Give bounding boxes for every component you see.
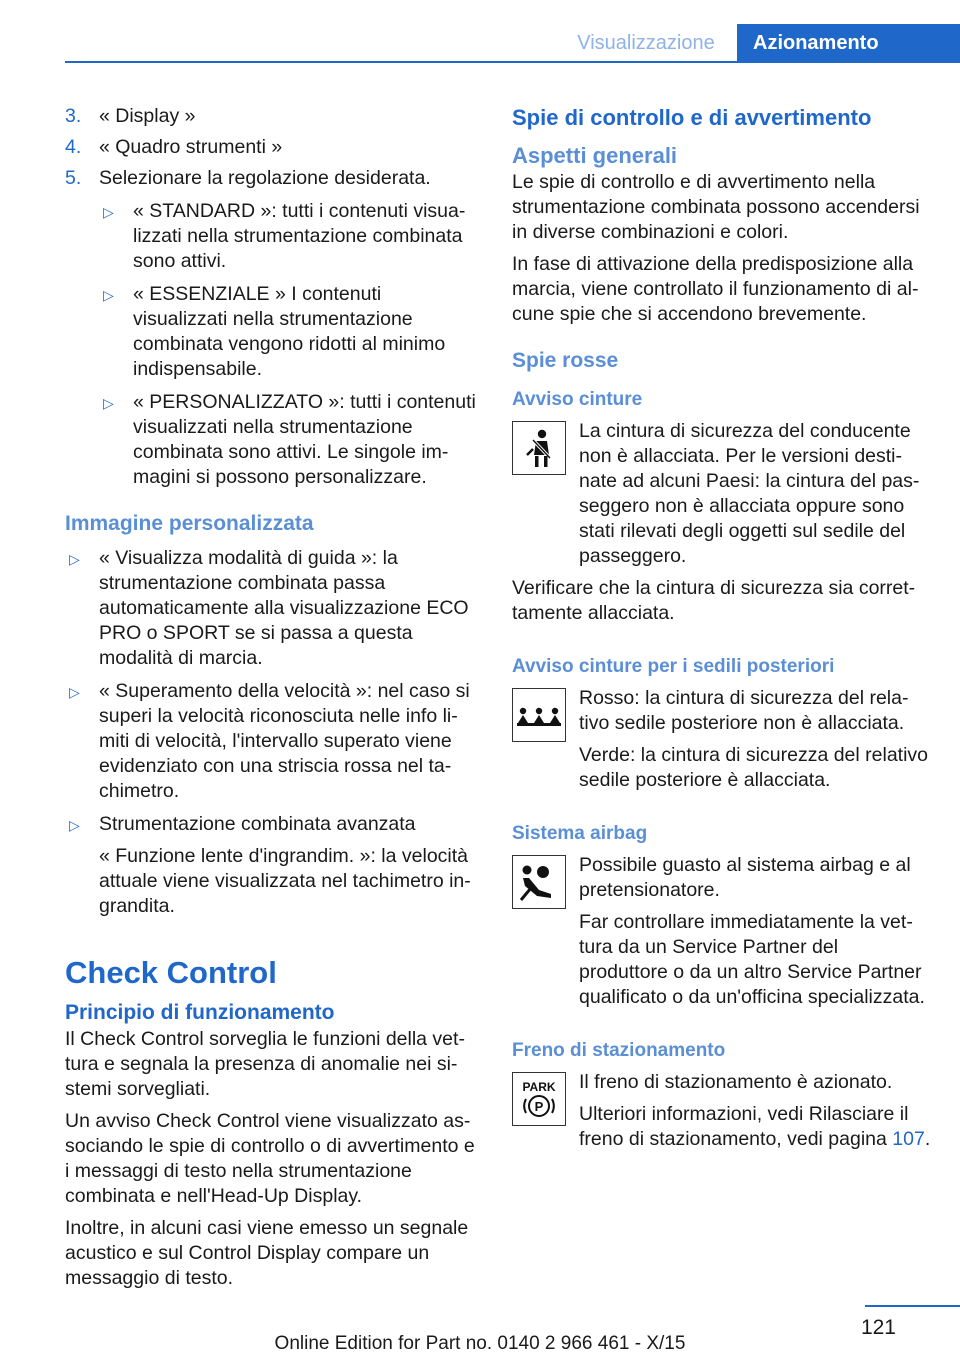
- parking-brake-icon: [512, 1072, 566, 1126]
- list-item: [65, 679, 480, 804]
- item-detail: « Funzione lente d'ingrandim. »: la velocità attuale viene visualizzata nel tachimetro ingrandita.: [99, 845, 471, 917]
- parking-text: Il freno di stazionamento è azionato.: [579, 1071, 893, 1093]
- check-control-heading: Check Control: [65, 955, 277, 990]
- airbag-heading: Sistema airbag: [512, 823, 648, 844]
- paragraph: Un avviso Check Control viene visualizzato associando le spie di controllo o di avvertimento e i messaggi di testo nella strumentazione combinata e nell'Head-Up Display.: [65, 1110, 475, 1207]
- paragraph: Il Check Control sorveglia le funzioni della vettura e segnala la presenza di anomalie nei sistemi sorvegliati.: [65, 1028, 465, 1100]
- parking-more-text: Ulteriori informazioni, vedi Rilasciare il freno di stazionamento, vedi pagina: [579, 1103, 909, 1150]
- rear-seatbelt-warning: [512, 686, 932, 793]
- seatbelt-warning: [512, 419, 932, 569]
- footer-rule: [865, 1305, 960, 1307]
- step-item: [65, 166, 480, 191]
- page-header: [0, 24, 960, 62]
- lamps-heading: Spie di controllo e di avvertimento: [512, 105, 872, 130]
- seatbelt-check: Verificare che la cintura di sicurezza sia correttamente allacciata.: [512, 577, 916, 624]
- principle-heading: Principio di funzionamento: [65, 1001, 335, 1024]
- seatbelt-warning-icon: [512, 421, 566, 475]
- section-tab-visualizzazione[interactable]: Visualizzazione: [577, 32, 715, 54]
- park-icon-label: PARK: [522, 1080, 556, 1094]
- parking-brake-warning: [512, 1070, 932, 1152]
- step-item: [65, 135, 480, 160]
- airbag-text: Possibile guasto al sistema airbag e al pretensionatore.: [579, 854, 911, 901]
- seatbelt-heading: Avviso cinture: [512, 389, 643, 410]
- step5-options: [99, 199, 480, 490]
- step-text: « Quadro strumenti »: [99, 136, 283, 158]
- item-text: Strumentazione combinata avanzata: [99, 813, 416, 835]
- page-reference-link[interactable]: 107: [892, 1128, 925, 1150]
- triangle-bullet-icon: ▷: [69, 684, 80, 700]
- triangle-bullet-icon: ▷: [103, 287, 114, 303]
- edition-note: Online Edition for Part no. 0140 2 966 461 - X/15: [274, 1333, 686, 1354]
- step-text: « Display »: [99, 105, 196, 127]
- rear-green-text: Verde: la cintura di sicurezza del relativo sedile posteriore è allacciata.: [579, 744, 929, 791]
- custom-image-heading: Immagine personalizzata: [65, 512, 314, 535]
- step-number: 3.: [65, 105, 82, 127]
- airbag-warning-icon: [512, 855, 566, 909]
- rear-seatbelt-icon: [512, 688, 566, 742]
- parking-more-info: Ulteriori informazioni, vedi Rilasciare il freno di stazionamento, vedi pagina 107.: [579, 1103, 931, 1150]
- step-number: 5.: [65, 167, 82, 189]
- seatbelt-text: La cintura di sicurezza del conducente non è allacciata. Per le versioni destinate ad alcuni Paesi: la cintura del passeggero non è allacciata oppure sono stati rilevati degli oggetti sul sedile del passeggero.: [579, 420, 920, 567]
- list-item: [99, 199, 480, 274]
- list-item: [99, 282, 480, 382]
- general-heading: Aspetti generali: [512, 143, 678, 168]
- parking-brake-heading: Freno di stazionamento: [512, 1040, 726, 1061]
- paragraph: Le spie di controllo e di avvertimento nella strumentazione combinata possono accendersi in diverse combinazioni e colori.: [512, 171, 920, 243]
- page-number: 121: [860, 1316, 896, 1339]
- rear-red-text: Rosso: la cintura di sicurezza del relativo sedile posteriore non è allacciata.: [579, 687, 909, 734]
- item-text: « Visualizza modalità di guida »: la strumentazione combinata passa automaticamente alla visualizzazione ECO PRO o SPORT se si passa a questa modalità di marcia.: [99, 547, 469, 669]
- red-lamps-heading: Spie rosse: [512, 349, 619, 372]
- paragraph: In fase di attivazione della predisposizione alla marcia, viene controllato il funzionamento di alcune spie che si accendono brevemente.: [512, 253, 919, 325]
- option-text: « PERSONALIZZATO »: tutti i contenuti visualizzati nella strumentazione combinata sono attivi. Le singole immagini si possono personalizzare.: [133, 391, 476, 488]
- step-item: [65, 104, 480, 129]
- list-item: [99, 390, 480, 490]
- triangle-bullet-icon: ▷: [103, 204, 114, 220]
- airbag-action: Far controllare immediatamente la vettura da un Service Partner del produttore o da un altro Service Partner qualificato o da un'officina specializzata.: [579, 911, 925, 1008]
- list-item: [65, 546, 480, 671]
- header-rule: [65, 61, 960, 63]
- triangle-bullet-icon: ▷: [69, 551, 80, 567]
- triangle-bullet-icon: ▷: [69, 817, 80, 833]
- airbag-warning: [512, 853, 932, 1010]
- list-item: [65, 812, 480, 919]
- section-tab-azionamento[interactable]: Azionamento: [737, 24, 960, 62]
- right-column: [512, 104, 932, 1152]
- step-number: 4.: [65, 136, 82, 158]
- park-icon-letter: P: [534, 1099, 544, 1114]
- triangle-bullet-icon: ▷: [103, 395, 114, 411]
- item-text: « Superamento della velocità »: nel caso si superi la velocità riconosciuta nelle info limiti di velocità, l'intervallo superato viene evidenziato con una striscia rossa nel tachimetro.: [99, 680, 470, 802]
- option-text: « ESSENZIALE » I contenuti visualizzati nella strumentazione combinata vengono ridotti al minimo indispensabile.: [133, 283, 446, 380]
- left-column: [65, 104, 480, 1298]
- option-text: « STANDARD »: tutti i contenuti visualizzati nella strumentazione combinata sono attivi.: [133, 200, 466, 272]
- step-text: Selezionare la regolazione desiderata.: [99, 167, 431, 189]
- paragraph: Inoltre, in alcuni casi viene emesso un segnale acustico e sul Control Display compare un messaggio di testo.: [65, 1217, 469, 1289]
- rear-seatbelt-heading: Avviso cinture per i sedili posteriori: [512, 656, 835, 677]
